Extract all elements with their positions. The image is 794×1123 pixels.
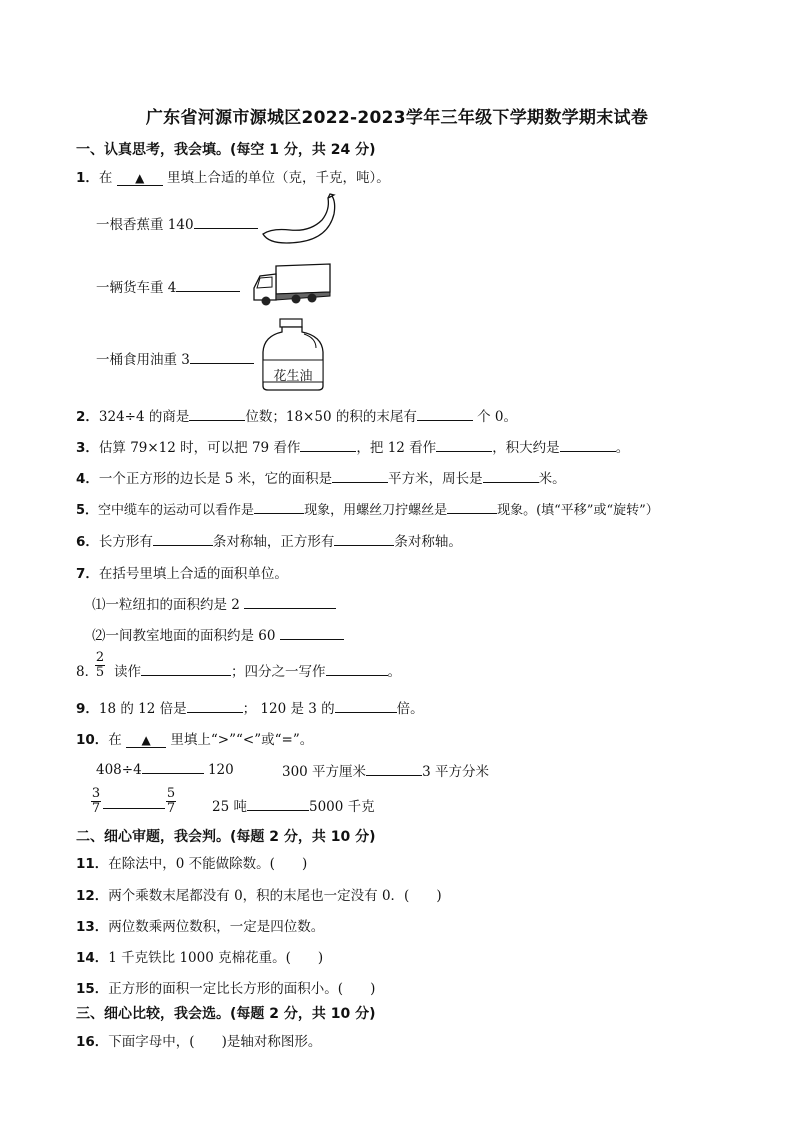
question-number: 14．: [76, 950, 109, 966]
section-2-heading: 二、细心审题，我会判。(每题 2 分，共 10 分): [76, 829, 376, 845]
answer-blank[interactable]: [280, 626, 344, 640]
question-5: [76, 499, 659, 518]
q6-c: 条对称轴。: [394, 534, 462, 550]
q1-pre: 在: [98, 170, 113, 186]
compare-d: [212, 795, 375, 815]
q3-c: ，积大约是: [492, 440, 560, 456]
question-number: 1．: [76, 170, 99, 186]
q6-b: 条对称轴，正方形有: [212, 534, 335, 550]
q14-text: 1 千克铁比 1000 克棉花重。( ): [108, 950, 324, 966]
page-title: 广东省河源市源城区2022-2023学年三年级下学期数学期末试卷: [145, 108, 649, 128]
question-number: 5．: [76, 503, 99, 518]
question-1: [76, 166, 390, 186]
compare-a: [96, 760, 234, 778]
question-number: 7．: [76, 566, 99, 582]
q1a-text: 一根香蕉重 140: [96, 217, 194, 233]
answer-blank[interactable]: [247, 797, 309, 811]
q15-text: 正方形的面积一定比长方形的面积小。( ): [108, 981, 376, 997]
question-number: 13．: [76, 919, 109, 935]
question-number: 4．: [76, 471, 99, 487]
compare-b: [282, 760, 489, 780]
oil-label: 花生油: [273, 369, 313, 384]
answer-blank[interactable]: [447, 500, 497, 514]
question-11: [76, 852, 307, 872]
answer-blank[interactable]: [176, 278, 240, 292]
q2-a: 324÷4 的商是: [98, 409, 190, 425]
answer-blank[interactable]: [335, 699, 397, 713]
q8-b: ；四分之一写作: [231, 664, 326, 680]
answer-blank[interactable]: [560, 438, 616, 452]
q10-pre: 在: [108, 732, 122, 748]
question-3: [76, 436, 629, 456]
question-1b: [96, 276, 240, 296]
denominator: 7: [91, 801, 101, 816]
fraction-three-sevenths: [91, 787, 101, 816]
q4-a: 一个正方形的边长是 5 米，它的面积是: [98, 471, 333, 487]
question-12: [76, 884, 442, 904]
q5-a: 空中缆车的运动可以看作是: [98, 503, 255, 518]
q7-2-text: ⑵一间教室地面的面积约是 60: [92, 628, 276, 644]
answer-blank[interactable]: [254, 500, 304, 514]
section-1-heading: 一、认真思考，我会填。(每空 1 分，共 24 分): [76, 142, 376, 158]
answer-blank[interactable]: [189, 407, 245, 421]
q2-b: 位数；18×50 的积的末尾有: [245, 409, 417, 425]
q1-post: 里填上合适的单位（克，千克，吨）。: [167, 170, 390, 186]
question-number: 3．: [76, 440, 99, 456]
question-9: [76, 697, 424, 717]
q10-post: 里填上“>”“<”或“=”。: [170, 732, 314, 748]
denominator: 5: [95, 665, 105, 680]
compare-d-right: 5000 千克: [308, 799, 375, 815]
question-14: [76, 946, 323, 966]
section-3-heading: 三、细心比较，我会选。(每题 2 分，共 10 分): [76, 1006, 376, 1022]
triangle-blank: ▲: [126, 733, 166, 748]
answer-blank[interactable]: [366, 762, 422, 776]
question-number: 10．: [76, 732, 109, 748]
answer-blank[interactable]: [141, 662, 231, 676]
compare-a-right: 120: [207, 762, 234, 778]
question-8-number: 8．: [76, 664, 99, 680]
q9-b: ； 120 是 3 的: [242, 701, 335, 717]
compare-d-left: 25 吨: [212, 799, 247, 815]
question-16: [76, 1030, 321, 1050]
answer-blank[interactable]: [244, 595, 336, 609]
question-8: [114, 660, 401, 680]
q2-c: 个 0。: [472, 409, 518, 425]
answer-blank[interactable]: [300, 438, 356, 452]
question-6: [76, 530, 462, 550]
compare-b-left: 300 平方厘米: [282, 764, 367, 780]
q16-text: 下面字母中，( )是轴对称图形。: [108, 1034, 322, 1050]
question-1a: [96, 213, 258, 233]
answer-blank[interactable]: [483, 469, 539, 483]
answer-blank[interactable]: [187, 699, 243, 713]
answer-blank[interactable]: [153, 532, 213, 546]
triangle-blank: ▲: [117, 171, 163, 186]
q13-text: 两位数乘两位数积，一定是四位数。: [108, 919, 325, 935]
answer-blank[interactable]: [194, 215, 258, 229]
compare-b-right: 3 平方分米: [422, 764, 489, 780]
q5-b: 现象，用螺丝刀拧螺丝是: [304, 503, 448, 518]
question-7: [76, 562, 288, 582]
truck-icon: [252, 262, 334, 306]
q1c-text: 一桶食用油重 3: [96, 352, 190, 368]
q8-a: 读作: [114, 664, 141, 680]
question-7-1: [92, 593, 336, 613]
q1b-text: 一辆货车重 4: [96, 280, 177, 296]
question-number: 9．: [76, 701, 99, 717]
question-number: 2．: [76, 409, 99, 425]
q4-c: 米。: [538, 471, 566, 487]
question-number: 12．: [76, 888, 109, 904]
answer-blank[interactable]: [103, 808, 165, 809]
answer-blank[interactable]: [332, 469, 388, 483]
q6-a: 长方形有: [98, 534, 153, 550]
q11-text: 在除法中，0 不能做除数。( ): [108, 856, 308, 872]
q5-c: 现象。(填“平移”或“旋转”）: [497, 503, 659, 518]
question-7-2: [92, 624, 344, 644]
fraction-two-fifths: [95, 651, 105, 680]
q4-b: 平方米，周长是: [388, 471, 483, 487]
denominator: 7: [166, 801, 176, 816]
numerator: 2: [95, 650, 105, 665]
q8-c: 。: [387, 664, 401, 680]
question-number: 11．: [76, 856, 109, 872]
answer-blank[interactable]: [436, 438, 492, 452]
q7-a: 在括号里填上合适的面积单位。: [98, 566, 288, 582]
question-13: [76, 915, 324, 935]
q3-d: 。: [615, 440, 630, 456]
question-10: [76, 728, 313, 748]
question-2: [76, 405, 517, 425]
q7-1-text: ⑴一粒纽扣的面积约是 2: [92, 597, 240, 613]
answer-blank[interactable]: [142, 760, 204, 774]
answer-blank[interactable]: [334, 532, 394, 546]
numerator: 5: [166, 786, 176, 801]
numerator: 3: [91, 786, 101, 801]
question-1c: [96, 348, 254, 368]
question-4: [76, 467, 566, 487]
banana-icon: [260, 194, 340, 246]
q12-text: 两个乘数末尾都没有 0，积的末尾也一定没有 0．( ): [108, 888, 442, 904]
answer-blank[interactable]: [190, 350, 254, 364]
answer-blank[interactable]: [417, 407, 473, 421]
question-15: [76, 977, 375, 997]
fraction-five-sevenths: [166, 787, 176, 816]
q3-b: ，把 12 看作: [356, 440, 437, 456]
compare-a-left: 408÷4: [96, 762, 142, 778]
q9-c: 倍。: [396, 701, 424, 717]
question-number: 16．: [76, 1034, 109, 1050]
answer-blank[interactable]: [326, 662, 388, 676]
question-number: 15．: [76, 981, 109, 997]
q9-a: 18 的 12 倍是: [98, 701, 187, 717]
q3-a: 估算 79×12 时，可以把 79 看作: [98, 440, 301, 456]
question-number: 6．: [76, 534, 99, 550]
